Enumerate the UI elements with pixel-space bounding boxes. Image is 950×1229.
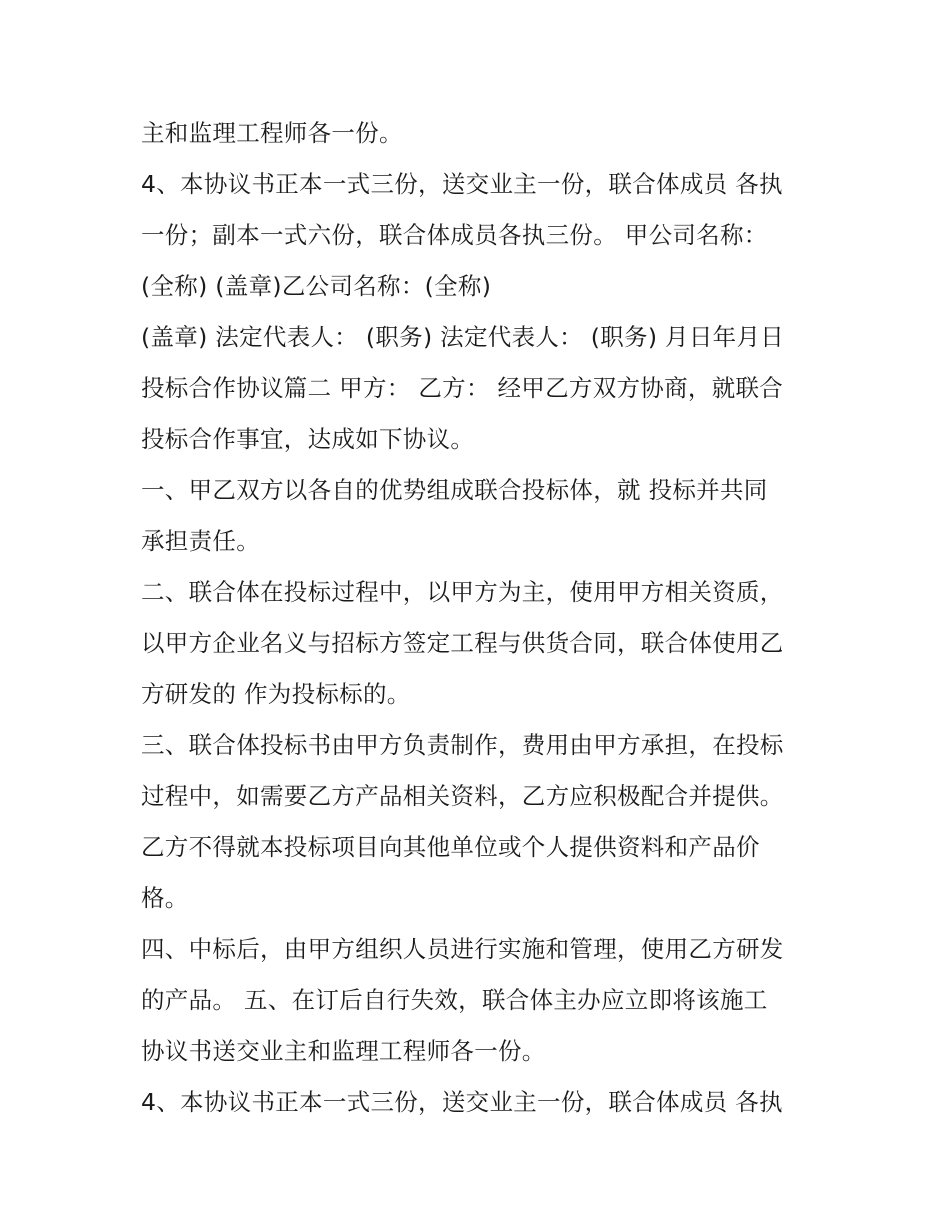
text-line: 二、联合体在投标过程中，以甲方为主，使用甲方相关资质， (141, 578, 784, 606)
text-line: 协议书送交业主和监理工程师各一份。 (141, 1037, 546, 1065)
text-line: 以甲方企业名义与招标方签定工程与供货合同，联合体使用乙 (141, 629, 784, 657)
text-line: 四、中标后，由甲方组织人员进行实施和管理，使用乙方研发 (141, 935, 784, 963)
text-line: 4、本协议书正本一式三份，送交业主一份，联合体成员 各执 (141, 1088, 783, 1116)
text-line: 一份；副本一式六份，联合体成员各执三份。 甲公司名称： (141, 221, 768, 249)
text-line: 乙方不得就本投标项目向其他单位或个人提供资料和产品价 (141, 833, 760, 861)
text-line: (盖章) 法定代表人： (职务) 法定代表人： (职务) 月日年月日 (141, 323, 785, 351)
text-line: 承担责任。 (141, 527, 260, 555)
text-line: 的产品。 五、在订后自行失效，联合体主办应立即将该施工 (141, 986, 768, 1014)
text-line: 投标合作事宜，达成如下协议。 (141, 425, 475, 453)
text-line: 格。 (141, 884, 189, 912)
text-line: 投标合作协议篇二 甲方： 乙方： 经甲乙方双方协商，就联合 (141, 374, 784, 402)
text-line: (全称) (盖章)乙公司名称：(全称) (141, 272, 492, 300)
text-line: 三、联合体投标书由甲方负责制作，费用由甲方承担，在投标 (141, 731, 784, 759)
text-line: 方研发的 作为投标标的。 (141, 680, 411, 708)
text-line: 4、本协议书正本一式三份，送交业主一份，联合体成员 各执 (141, 170, 783, 198)
text-line: 过程中，如需要乙方产品相关资料，乙方应积极配合并提供。 (141, 782, 784, 810)
text-line: 主和监理工程师各一份。 (141, 119, 403, 147)
text-line: 一、甲乙双方以各自的优势组成联合投标体，就 投标并共同 (141, 476, 768, 504)
document-body (141, 108, 821, 1128)
